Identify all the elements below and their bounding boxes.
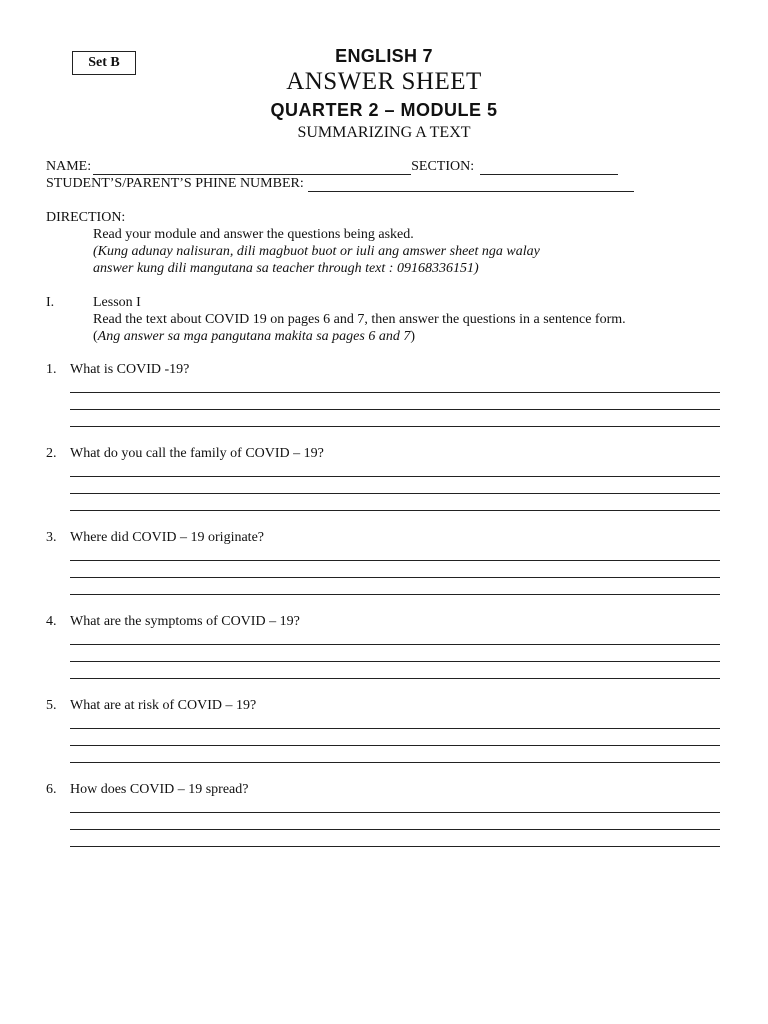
- question-text: How does COVID – 19 spread?: [70, 782, 249, 797]
- direction-note-line1: (Kung adunay nalisuran, dili magbuot buot or iuli ang amswer sheet nga walay: [93, 244, 540, 259]
- question-text: What are at risk of COVID – 19?: [70, 698, 257, 713]
- answer-line[interactable]: [70, 745, 720, 746]
- question-text: Where did COVID – 19 originate?: [70, 530, 264, 545]
- section-label: SECTION:: [411, 159, 475, 174]
- question-item: [46, 781, 720, 847]
- answer-line[interactable]: [70, 678, 720, 679]
- name-field[interactable]: [93, 161, 411, 175]
- direction-note-line2: answer kung dili mangutana sa teacher through text : 09168336151): [93, 261, 479, 276]
- answer-line[interactable]: [70, 829, 720, 830]
- question-text: What is COVID -19?: [70, 362, 190, 377]
- quarter-module-title: QUARTER 2 – MODULE 5: [270, 100, 498, 120]
- direction-label: DIRECTION:: [46, 210, 126, 225]
- answer-line[interactable]: [70, 661, 720, 662]
- lesson-numeral: I.: [46, 295, 55, 310]
- answer-line[interactable]: [70, 560, 720, 561]
- question-item: [46, 445, 720, 511]
- phone-field[interactable]: [308, 178, 634, 192]
- question-text: What do you call the family of COVID – 19?: [70, 446, 324, 461]
- question-item: [46, 361, 720, 427]
- lesson-title: Lesson I: [93, 295, 141, 310]
- lesson-note-text: Ang answer sa mga pangutana makita sa pages 6 and 7: [97, 329, 411, 344]
- question-number: 4.: [46, 614, 57, 629]
- direction-section: [46, 209, 540, 277]
- answer-line[interactable]: [70, 644, 720, 645]
- question-number: 6.: [46, 782, 57, 797]
- phone-row: [46, 175, 634, 192]
- question-number: 5.: [46, 698, 57, 713]
- question-item: [46, 529, 720, 595]
- answer-line[interactable]: [70, 577, 720, 578]
- answer-line[interactable]: [70, 728, 720, 729]
- question-item: [46, 697, 720, 763]
- question-number: 3.: [46, 530, 57, 545]
- question-text: What are the symptoms of COVID – 19?: [70, 614, 300, 629]
- answer-line[interactable]: [70, 846, 720, 847]
- sheet-title: ANSWER SHEET: [286, 68, 482, 95]
- student-fields: [46, 158, 634, 192]
- answer-line[interactable]: [70, 392, 720, 393]
- name-section-row: [46, 158, 634, 175]
- question-item: [46, 613, 720, 679]
- direction-instruction: Read your module and answer the questions being asked.: [93, 227, 414, 242]
- answer-line[interactable]: [70, 812, 720, 813]
- lesson-instruction: Read the text about COVID 19 on pages 6 and 7, then answer the questions in a sentence form.: [93, 312, 626, 327]
- phone-label: STUDENT’S/PARENT’S PHINE NUMBER:: [46, 176, 304, 191]
- section-field[interactable]: [480, 161, 618, 175]
- topic-title: SUMMARIZING A TEXT: [297, 124, 471, 141]
- subject-title: ENGLISH 7: [335, 46, 433, 66]
- set-label: Set B: [88, 55, 120, 70]
- question-number: 1.: [46, 362, 57, 377]
- lesson-note: (Ang answer sa mga pangutana makita sa pages 6 and 7): [93, 329, 416, 344]
- answer-line[interactable]: [70, 426, 720, 427]
- name-label: NAME:: [46, 159, 92, 174]
- answer-line[interactable]: [70, 476, 720, 477]
- answer-line[interactable]: [70, 409, 720, 410]
- answer-line[interactable]: [70, 762, 720, 763]
- answer-line[interactable]: [70, 493, 720, 494]
- lesson-section: [46, 294, 626, 345]
- answer-line[interactable]: [70, 510, 720, 511]
- answer-line[interactable]: [70, 594, 720, 595]
- question-number: 2.: [46, 446, 57, 461]
